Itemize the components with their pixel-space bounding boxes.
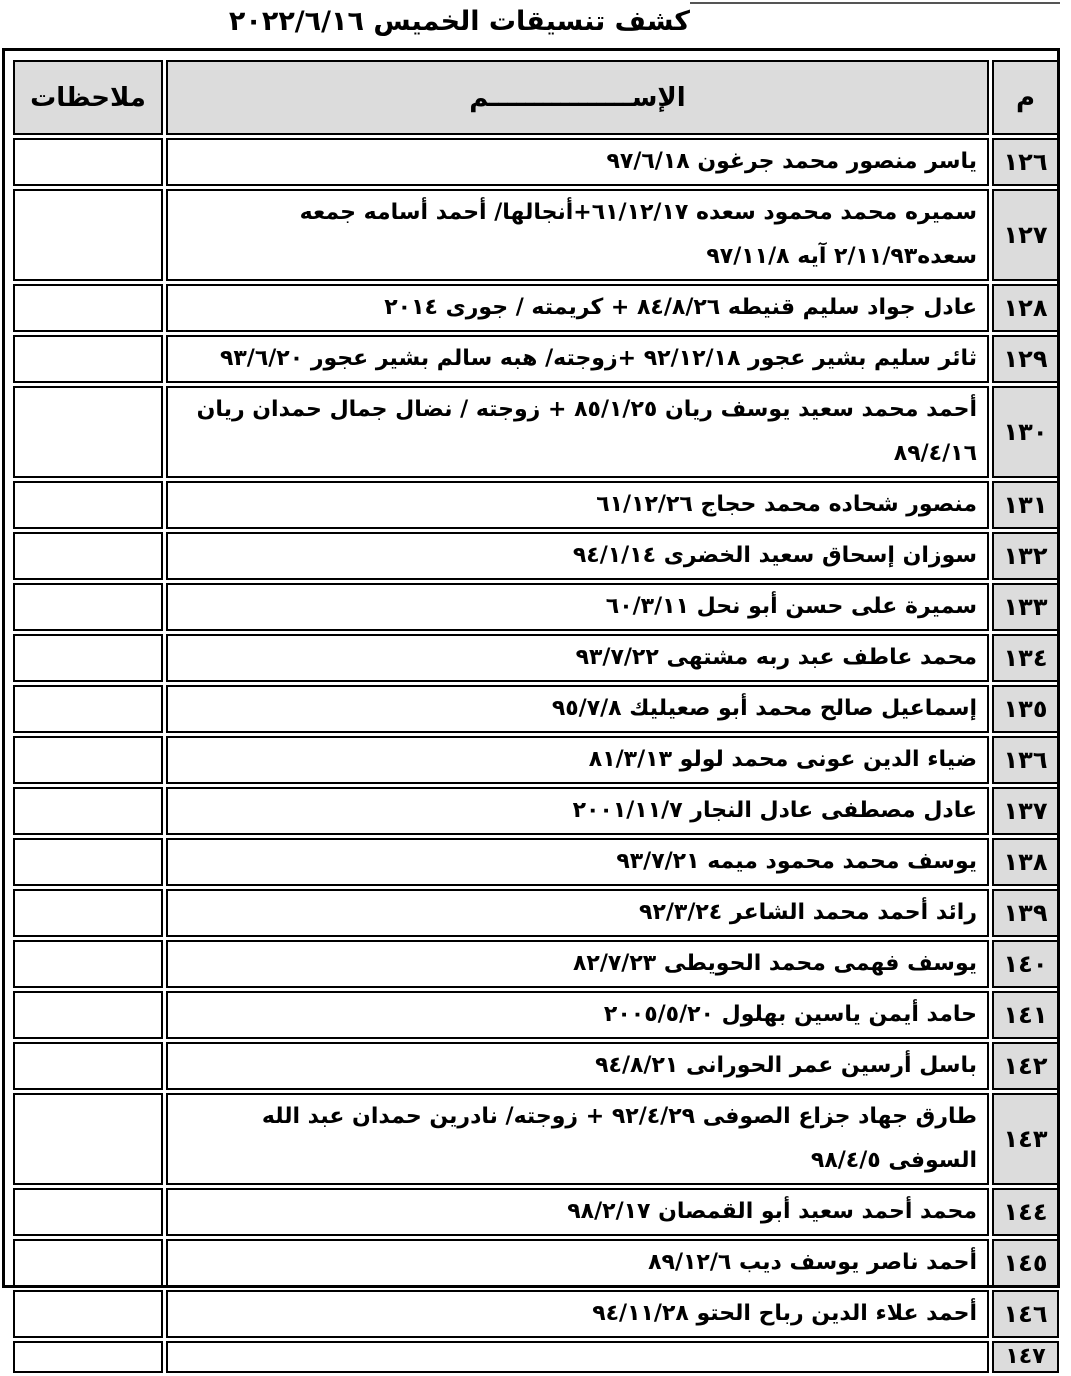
row-notes <box>13 1290 163 1338</box>
row-number: ١٣٢ <box>992 532 1059 580</box>
table-row <box>13 787 1059 835</box>
row-notes <box>13 736 163 784</box>
row-notes <box>13 1188 163 1236</box>
table-row <box>13 386 1059 478</box>
row-name: محمد عاطف عبد ربه مشتهى ٩٣/٧/٢٢ <box>166 634 989 682</box>
row-notes <box>13 787 163 835</box>
row-name: سوزان إسحاق سعيد الخضرى ٩٤/١/١٤ <box>166 532 989 580</box>
row-number: ١٣٠ <box>992 386 1059 478</box>
row-notes <box>13 386 163 478</box>
row-name: عادل مصطفى عادل النجار ٢٠٠١/١١/٧ <box>166 787 989 835</box>
row-notes <box>13 481 163 529</box>
table-row <box>13 481 1059 529</box>
table-row <box>13 335 1059 383</box>
table-row <box>13 1290 1059 1338</box>
row-notes <box>13 838 163 886</box>
row-notes <box>13 889 163 937</box>
row-notes <box>13 532 163 580</box>
table-body <box>13 138 1059 1373</box>
row-notes <box>13 284 163 332</box>
row-number: ١٣١ <box>992 481 1059 529</box>
table-row <box>13 685 1059 733</box>
row-notes <box>13 940 163 988</box>
row-number: ١٣٤ <box>992 634 1059 682</box>
row-name: حامد أيمن ياسين بهلول ٢٠٠٥/٥/٢٠ <box>166 991 989 1039</box>
table-row <box>13 940 1059 988</box>
row-name: محمد أحمد سعيد أبو القمصان ٩٨/٢/١٧ <box>166 1188 989 1236</box>
row-name: يوسف فهمى محمد الحويطى ٨٢/٧/٢٣ <box>166 940 989 988</box>
row-name: ثائر سليم بشير عجور ٩٢/١٢/١٨ +زوجته/ هبه سالم بشير عجور ٩٣/٦/٢٠ <box>166 335 989 383</box>
table-row <box>13 838 1059 886</box>
row-number: ١٢٩ <box>992 335 1059 383</box>
table-row <box>13 1188 1059 1236</box>
table-row <box>13 889 1059 937</box>
table-row <box>13 1341 1059 1373</box>
row-name <box>166 1341 989 1373</box>
row-number: ١٤٧ <box>992 1341 1059 1373</box>
row-notes <box>13 138 163 186</box>
row-notes <box>13 1341 163 1373</box>
row-name: رائد أحمد محمد الشاعر ٩٢/٣/٢٤ <box>166 889 989 937</box>
row-number: ١٣٨ <box>992 838 1059 886</box>
row-notes <box>13 1042 163 1090</box>
row-name: ياسر منصور محمد جرغون ٩٧/٦/١٨ <box>166 138 989 186</box>
row-name: أحمد محمد سعيد يوسف ريان ٨٥/١/٢٥ + زوجته / نضال جمال حمدان ريان ٨٩/٤/١٦ <box>166 386 989 478</box>
row-name: ضياء الدين عونى محمد لولو ٨١/٣/١٣ <box>166 736 989 784</box>
row-notes <box>13 991 163 1039</box>
row-name: يوسف محمد محمود ميمه ٩٣/٧/٢١ <box>166 838 989 886</box>
row-number: ١٤١ <box>992 991 1059 1039</box>
row-name: إسماعيل صالح محمد أبو صعيليك ٩٥/٧/٨ <box>166 685 989 733</box>
row-name: أحمد ناصر يوسف ديب ٨٩/١٢/٦ <box>166 1239 989 1287</box>
row-number: ١٣٦ <box>992 736 1059 784</box>
table-row <box>13 1093 1059 1185</box>
row-name: سميرة على حسن أبو نحل ٦٠/٣/١١ <box>166 583 989 631</box>
row-number: ١٤٢ <box>992 1042 1059 1090</box>
row-number: ١٤٥ <box>992 1239 1059 1287</box>
names-table <box>10 57 1062 1376</box>
table-row <box>13 1042 1059 1090</box>
header-name: الإســــــــــــــــم <box>166 60 989 135</box>
table-row <box>13 284 1059 332</box>
row-notes <box>13 335 163 383</box>
row-number: ١٤٣ <box>992 1093 1059 1185</box>
top-rule <box>690 2 1060 4</box>
table-row <box>13 736 1059 784</box>
page-title: كشف تنسيقات الخميس ٢٠٢٢/٦/١٦ <box>228 6 690 37</box>
row-name: أحمد علاء الدين رباح الحتو ٩٤/١١/٢٨ <box>166 1290 989 1338</box>
header-number: م <box>992 60 1059 135</box>
row-notes <box>13 685 163 733</box>
table-row <box>13 583 1059 631</box>
row-notes <box>13 1093 163 1185</box>
row-name: طارق جهاد جزاع الصوفى ٩٢/٤/٢٩ + زوجته/ نادرين حمدان عبد الله السوفى ٩٨/٤/٥ <box>166 1093 989 1185</box>
row-number: ١٣٥ <box>992 685 1059 733</box>
table-row <box>13 189 1059 281</box>
row-number: ١٣٧ <box>992 787 1059 835</box>
row-number: ١٢٧ <box>992 189 1059 281</box>
row-notes <box>13 583 163 631</box>
row-notes <box>13 189 163 281</box>
table-row <box>13 532 1059 580</box>
header-notes: ملاحظات <box>13 60 163 135</box>
row-name: عادل جواد سليم قنيطه ٨٤/٨/٢٦ + كريمته / جورى ٢٠١٤ <box>166 284 989 332</box>
row-notes <box>13 634 163 682</box>
row-number: ١٣٩ <box>992 889 1059 937</box>
row-number: ١٢٨ <box>992 284 1059 332</box>
row-name: باسل أرسين عمر الحورانى ٩٤/٨/٢١ <box>166 1042 989 1090</box>
row-name: سميره محمد محمود سعده ٦١/١٢/١٧+أنجالها/ أحمد أسامه جمعه سعده٢/١١/٩٣ آيه ٩٧/١١/٨ <box>166 189 989 281</box>
table-row <box>13 634 1059 682</box>
row-number: ١٤٠ <box>992 940 1059 988</box>
row-name: منصور شحاده محمد حجاج ٦١/١٢/٢٦ <box>166 481 989 529</box>
row-number: ١٤٤ <box>992 1188 1059 1236</box>
table-header-row <box>13 60 1059 135</box>
row-number: ١٢٦ <box>992 138 1059 186</box>
row-number: ١٣٣ <box>992 583 1059 631</box>
table-row <box>13 991 1059 1039</box>
coordination-sheet <box>2 48 1060 1369</box>
table-row <box>13 138 1059 186</box>
row-number: ١٤٦ <box>992 1290 1059 1338</box>
